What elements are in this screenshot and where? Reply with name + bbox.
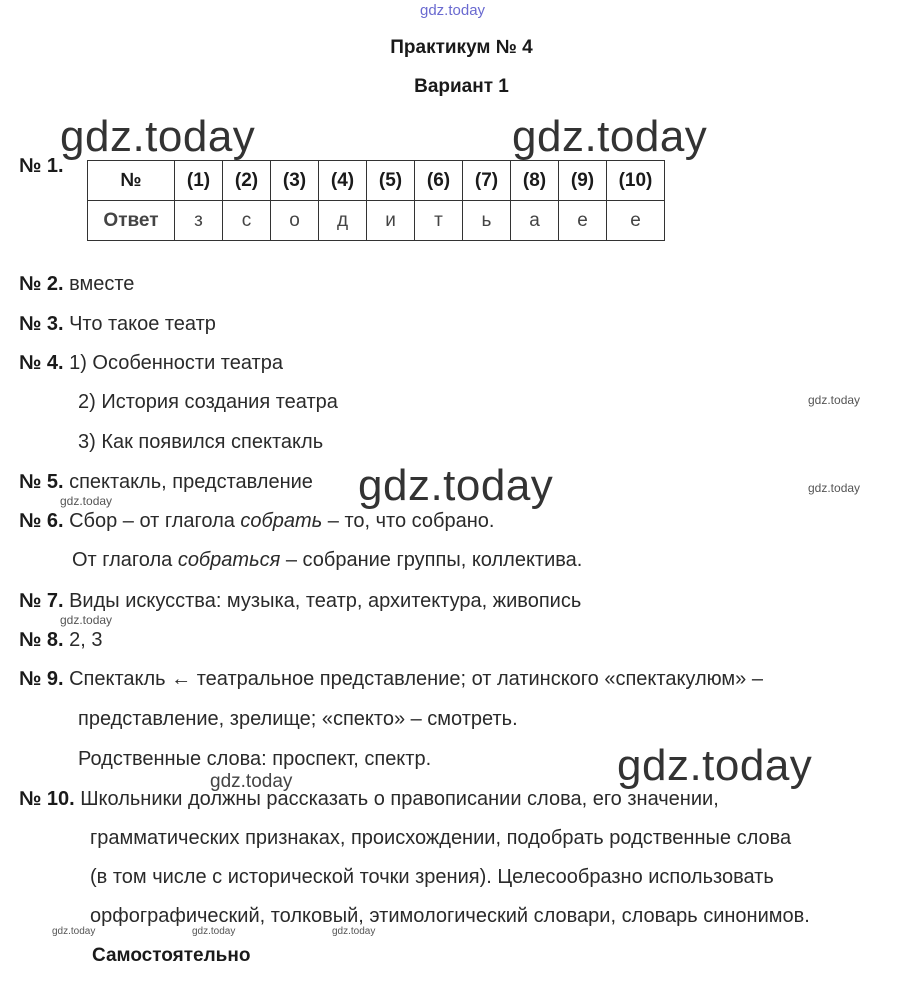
- watermark: gdz.today: [512, 112, 708, 161]
- table-header-cell: №: [88, 161, 175, 201]
- watermark-small: gdz.today: [192, 926, 236, 937]
- task-7: [19, 590, 581, 613]
- answer-cell: о: [271, 201, 319, 241]
- plan-item: 2) История создания театра: [78, 391, 338, 413]
- task-text: Спектакль ← театральное представление; от латинского «спектакулюм» –: [69, 668, 763, 690]
- table-row: [88, 201, 665, 241]
- variant-title: Вариант 1: [414, 76, 509, 97]
- column-header: (1): [175, 161, 223, 201]
- column-header: (5): [367, 161, 415, 201]
- column-header: (4): [319, 161, 367, 201]
- task-number: № 10.: [19, 788, 75, 810]
- task-number: № 5.: [19, 471, 64, 493]
- answer-cell: а: [511, 201, 559, 241]
- task-text: – то, что собрано.: [322, 510, 495, 532]
- column-header: (7): [463, 161, 511, 201]
- watermark-small: gdz.today: [60, 494, 113, 508]
- task-answer: вместе: [69, 273, 135, 295]
- answer-table: [87, 160, 665, 241]
- task-answer: Что такое театр: [69, 313, 216, 335]
- answer-cell: д: [319, 201, 367, 241]
- task-text: Сбор – от глагола: [69, 510, 241, 532]
- column-header: (6): [415, 161, 463, 201]
- row-label: Ответ: [88, 201, 175, 241]
- task-number: № 3.: [19, 313, 64, 335]
- page-title: Практикум № 4: [390, 37, 533, 58]
- task-text: представление, зрелище; «спекто» – смотреть.: [78, 708, 518, 730]
- column-header: (9): [559, 161, 607, 201]
- answer-cell: и: [367, 201, 415, 241]
- section-label: Самостоятельно: [92, 945, 251, 966]
- task-6-line-2: [72, 549, 582, 572]
- task-number: № 4.: [19, 352, 64, 374]
- answer-cell: ь: [463, 201, 511, 241]
- task-5: [19, 471, 313, 494]
- task-answer: спектакль, представление: [69, 471, 313, 493]
- watermark-small: gdz.today: [808, 393, 861, 407]
- answer-cell: с: [223, 201, 271, 241]
- task-6: [19, 510, 494, 533]
- answer-cell: е: [607, 201, 665, 241]
- watermark: gdz.today: [210, 771, 293, 792]
- task-text: Родственные слова: проспект, спектр.: [78, 748, 432, 770]
- answer-cell: т: [415, 201, 463, 241]
- column-header: (2): [223, 161, 271, 201]
- task-4: [19, 352, 283, 375]
- task-9: [19, 668, 763, 691]
- answer-cell: з: [175, 201, 223, 241]
- task-number: № 1.: [19, 155, 64, 177]
- column-header: (10): [607, 161, 665, 201]
- task-number: № 8.: [19, 629, 64, 651]
- watermark-small: gdz.today: [332, 926, 376, 937]
- task-2: [19, 273, 134, 296]
- column-header: (3): [271, 161, 319, 201]
- task-answer: 2, 3: [69, 629, 103, 651]
- plan-item: 1) Особенности театра: [69, 352, 283, 374]
- column-header: (8): [511, 161, 559, 201]
- task-text: (в том числе с исторической точки зрения). Целесообразно использовать: [90, 866, 774, 888]
- task-text: От глагола: [72, 549, 178, 571]
- watermark-small: gdz.today: [808, 481, 861, 495]
- task-number: № 6.: [19, 510, 64, 532]
- watermark-top: gdz.today: [420, 2, 486, 19]
- watermark: gdz.today: [617, 741, 813, 790]
- answer-cell: е: [559, 201, 607, 241]
- task-text: грамматических признаках, происхождении, подобрать родственные слова: [90, 827, 792, 849]
- task-number: № 7.: [19, 590, 64, 612]
- task-number: № 9.: [19, 668, 64, 690]
- watermark: gdz.today: [60, 112, 256, 161]
- task-answer: Виды искусства: музыка, театр, архитектура, живопись: [69, 590, 582, 612]
- task-number: № 2.: [19, 273, 64, 295]
- task-8: [19, 629, 102, 652]
- italic-word: собрать: [240, 510, 323, 532]
- watermark: gdz.today: [358, 461, 554, 510]
- task-3: [19, 313, 216, 336]
- table-header-row: [88, 161, 665, 201]
- plan-item: 3) Как появился спектакль: [78, 431, 324, 453]
- task-text: Школьники должны рассказать о правописании слова, его значении,: [80, 788, 719, 810]
- task-text: орфографический, толковый, этимологический словари, словарь синонимов.: [90, 905, 810, 927]
- italic-word: собраться: [177, 549, 281, 571]
- task-text: – собрание группы, коллектива.: [280, 549, 583, 571]
- watermark-small: gdz.today: [52, 926, 96, 937]
- watermark-small: gdz.today: [60, 613, 113, 627]
- task-10: [19, 788, 719, 811]
